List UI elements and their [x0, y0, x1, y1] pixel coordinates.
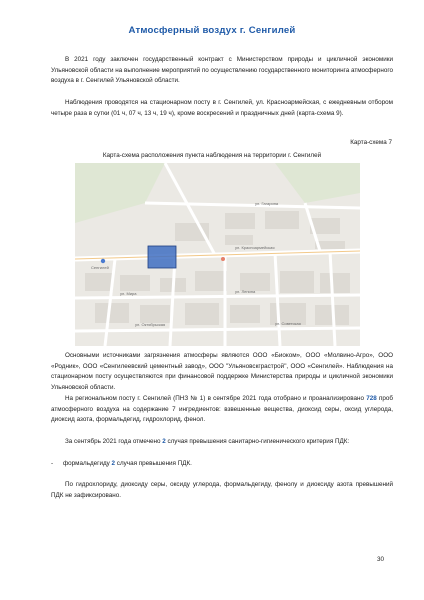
page-title: Атмосферный воздух г. Сенгилей [128, 25, 296, 36]
paragraph-contract [51, 55, 393, 87]
map-label: Карта-схема 7 [350, 139, 392, 146]
exceedances-count: 2 [162, 438, 166, 445]
paragraph-samples [51, 394, 393, 426]
paragraph-exceedances-text-a: За сентябрь 2021 года отмечено [65, 438, 163, 445]
poi-icon [101, 259, 105, 263]
formaldehyde-count: 2 [111, 460, 116, 467]
paragraph-exceedances-text-b: случая превышения санитарно-гигиенического критерия ПДК: [165, 438, 350, 445]
paragraph-sources-text: Основными источниками загрязнения атмосферы являются ООО «Биоком», ООО «Молвино-Агро», ООО «Родник», ООО «Сенгилеевский цементный завод», ООО "Ульяновскгрaстрой", ООО «Сенгилей». Наблюдения на стационарном посту осуществляются при финансовой поддержке Министерства природы и цикличной экономики Ульяновской области. [51, 352, 393, 391]
paragraph-exceedances [51, 437, 393, 448]
page-number: 30 [376, 556, 384, 563]
map-scheme [75, 163, 360, 346]
map-label-street: ул. Мира [120, 291, 137, 296]
poi-icon [221, 257, 225, 261]
map-label-city: Сенгилей [91, 265, 109, 270]
samples-count: 728 [366, 395, 377, 402]
bullet-formaldehyde [51, 459, 393, 470]
bullet-dash: - [51, 460, 54, 467]
map-image [75, 163, 360, 346]
monitoring-post-marker [148, 246, 176, 268]
paragraph-observations-text: Наблюдения проводятся на стационарном посту в г. Сенгилей, ул. Красноармейская, с ежедневным отбором четыре раза в сутки (01 ч, 07 ч, 13 ч, 19 ч), кроме воскресений и праздничных дней (карта-схема 9). [51, 99, 393, 117]
paragraph-no-exceedances [51, 480, 393, 501]
map-caption: Карта-схема расположения пункта наблюдения на территории г. Сенгилей [102, 152, 322, 159]
map-label-street: ул. Красноармейская [235, 245, 275, 250]
paragraph-samples-text-b: проб атмосферного воздуха на содержание 7 ингредиентов: взвешенные вещества, диоксид серы, оксид углерода, диоксид азота, формальдегид, гидрохлорид, фенол. [51, 395, 394, 424]
bullet-text-b: случая превышения ПДК. [115, 460, 192, 467]
map-label-street: ул. Октябрьская [135, 322, 166, 327]
map-label-street: ул. Советская [275, 321, 301, 326]
paragraph-samples-text-a: На региональном посту г. Сенгилей (ПНЗ № 1) в сентябре 2021 года отобрано и проанализировано [65, 395, 367, 402]
map-label-street: ул. Гагарина [255, 201, 279, 206]
paragraph-contract-text: В 2021 году заключен государственный контракт с Министерством природы и цикличной экономики Ульяновской области на выполнение мероприятий по осуществлению государственного мониторинга атмосферного воздуха в г. Сенгилей Ульяновской области. [51, 56, 394, 85]
bullet-text-a: формальдегиду [63, 460, 112, 467]
paragraph-no-exceedances-text: По гидрохлориду, диоксиду серы, оксиду углерода, формальдегиду, фенолу и диоксиду азота превышений ПДК не зафиксировано. [51, 481, 393, 499]
paragraph-observations [51, 98, 393, 119]
map-label-street: ул. Ленина [235, 289, 256, 294]
paragraph-sources [51, 351, 393, 393]
